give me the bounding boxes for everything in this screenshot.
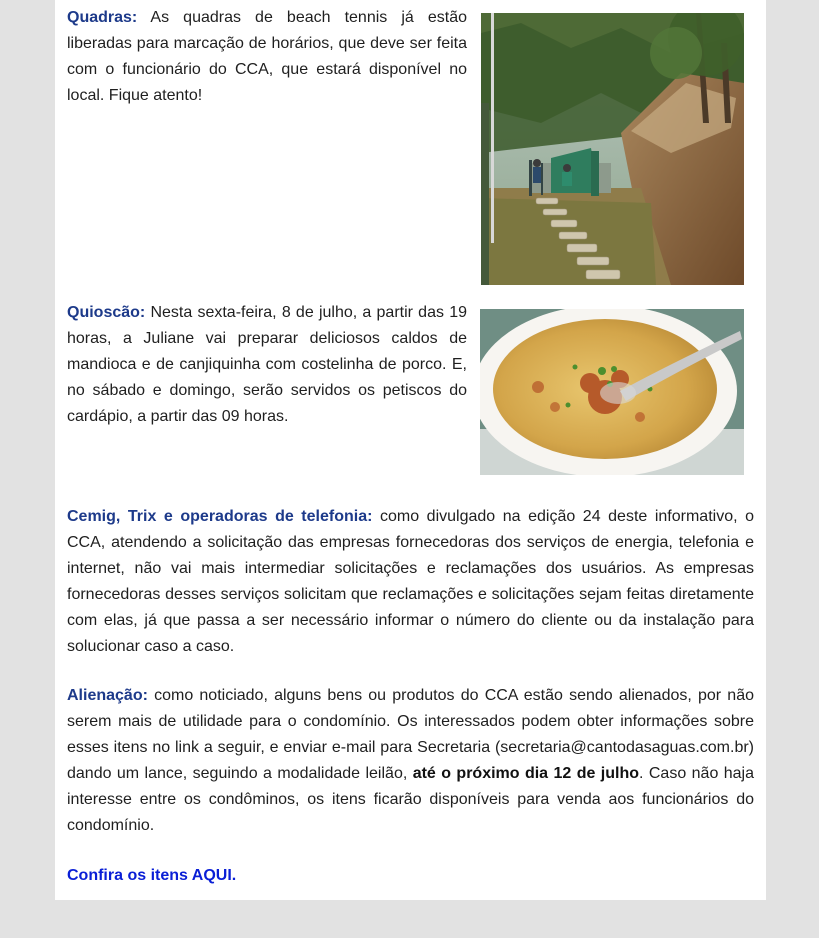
quadras-text: As quadras de beach tennis já estão liberadas para marcação de horários, que deve ser feita com o funcionário do CCA, que estará disponível no local. Fique atento! <box>67 9 467 104</box>
newsletter-card <box>55 0 766 900</box>
confira-row <box>67 863 236 889</box>
quiosque-paragraph <box>67 300 467 430</box>
quadras-label: Quadras: <box>67 9 138 26</box>
beach-tennis-courts-photo <box>481 13 744 285</box>
cemig-text: como divulgado na edição 24 deste informativo, o CCA, atendendo a solicitação das empresas fornecedoras dos serviços de energia, telefonia e internet, não vai mais intermediar solicitações e reclamações dos usuários. As empresas fornecedoras desses serviços solicitam que reclamações e solicitações sejam feitas diretamente com elas, já que passa a ser necessário informar o número do cliente ou da instalação para solucionar caso a caso. <box>67 508 755 655</box>
soup-bowl-photo <box>480 309 744 475</box>
quiosque-label: Quioscão: <box>67 304 146 321</box>
cemig-label: Cemig, Trix e operadoras de telefonia: <box>67 508 373 525</box>
quadras-paragraph <box>67 5 467 109</box>
alienacao-deadline: até o próximo dia 12 de julho <box>412 765 640 782</box>
alienacao-text-after: . Caso não haja interesse entre os condôminos, os itens ficarão disponíveis para venda aos funcionários do condomínio. <box>67 765 755 834</box>
quiosque-text: Nesta sexta-feira, 8 de julho, a partir das 19 horas, a Juliane vai preparar deliciosos caldos de mandioca e de canjiquinha com costelinha de porco. E, no sábado e domingo, serão servidos os petiscos do cardápio, a partir das 09 horas. <box>67 304 467 425</box>
confira-itens-link[interactable]: Confira os itens AQUI. <box>67 867 237 884</box>
alienacao-paragraph <box>67 683 754 839</box>
cemig-paragraph <box>67 504 754 660</box>
alienacao-label: Alienação: <box>67 687 148 704</box>
alienacao-text-before: como noticiado, alguns bens ou produtos do CCA estão sendo alienados, por não serem mais de utilidade para o condomínio. Os interessados podem obter informações sobre esses itens no link a seguir, e enviar e-mail para Secretaria (secretaria@cantodasaguas.com.br) dando um lance, seguindo a modalidade leilão, <box>67 687 754 782</box>
